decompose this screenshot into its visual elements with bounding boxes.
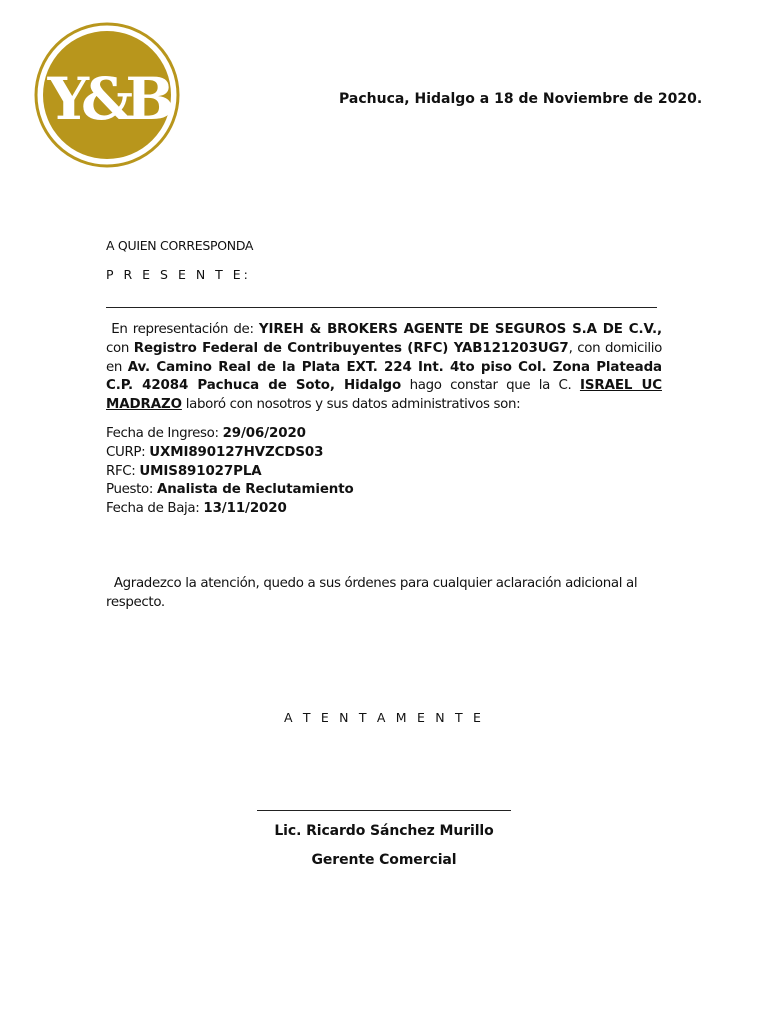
- closing-text: laboró con nosotros y sus datos administrativos son:: [185, 397, 521, 413]
- body-paragraph: [106, 321, 662, 415]
- domicilio-text: , con domicilio en: [106, 340, 662, 375]
- presente-label: P R E S E N T E:: [106, 267, 251, 282]
- divider-line: [106, 307, 657, 308]
- date-line: Pachuca, Hidalgo a 18 de Noviembre de 2020.: [339, 91, 703, 107]
- detail-row: [106, 500, 354, 519]
- con-text: con: [106, 340, 129, 356]
- detail-value: 29/06/2020: [222, 426, 306, 441]
- detail-label: CURP:: [106, 444, 146, 460]
- thanks-paragraph: [106, 574, 646, 612]
- logo-monogram: Y&B: [47, 65, 167, 133]
- constar-text: hago constar que la C.: [409, 378, 572, 394]
- rfc-company: Registro Federal de Contribuyentes (RFC) YAB121203UG7: [133, 340, 569, 356]
- signatory-name: Lic. Ricardo Sánchez Murillo: [274, 823, 494, 839]
- employee-name: ISRAEL UC MADRAZO: [106, 378, 662, 413]
- detail-value: UXMI890127HVZCDS03: [149, 444, 324, 460]
- detail-row: [106, 444, 354, 463]
- intro-text: En representación de:: [111, 322, 254, 337]
- signature-line: [257, 810, 511, 811]
- detail-row: [106, 463, 354, 482]
- detail-label: Puesto:: [106, 482, 154, 498]
- detail-value: UMIS891027PLA: [139, 463, 262, 479]
- employee-details: [106, 425, 354, 519]
- detail-label: RFC:: [106, 463, 136, 479]
- salutation: A QUIEN CORRESPONDA: [106, 238, 254, 253]
- closing-label: A T E N T A M E N T E: [283, 710, 485, 725]
- detail-label: Fecha de Ingreso:: [106, 426, 219, 441]
- thanks-text: Agradezco la atención, quedo a sus órdenes para cualquier aclaración adicional al respecto.: [106, 576, 638, 610]
- signatory-title: Gerente Comercial: [311, 852, 457, 868]
- company-address: Av. Camino Real de la Plata EXT. 224 Int. 4to piso Col. Zona Plateada C.P. 42084 Pachuca de Soto, Hidalgo: [106, 359, 662, 394]
- detail-row: [106, 425, 354, 444]
- detail-label: Fecha de Baja:: [106, 501, 200, 517]
- company-name: YIREH & BROKERS AGENTE DE SEGUROS S.A DE C.V.,: [258, 322, 662, 337]
- company-logo: [34, 22, 180, 168]
- detail-row: [106, 481, 354, 500]
- detail-value: 13/11/2020: [203, 501, 287, 517]
- detail-value: Analista de Reclutamiento: [156, 482, 354, 498]
